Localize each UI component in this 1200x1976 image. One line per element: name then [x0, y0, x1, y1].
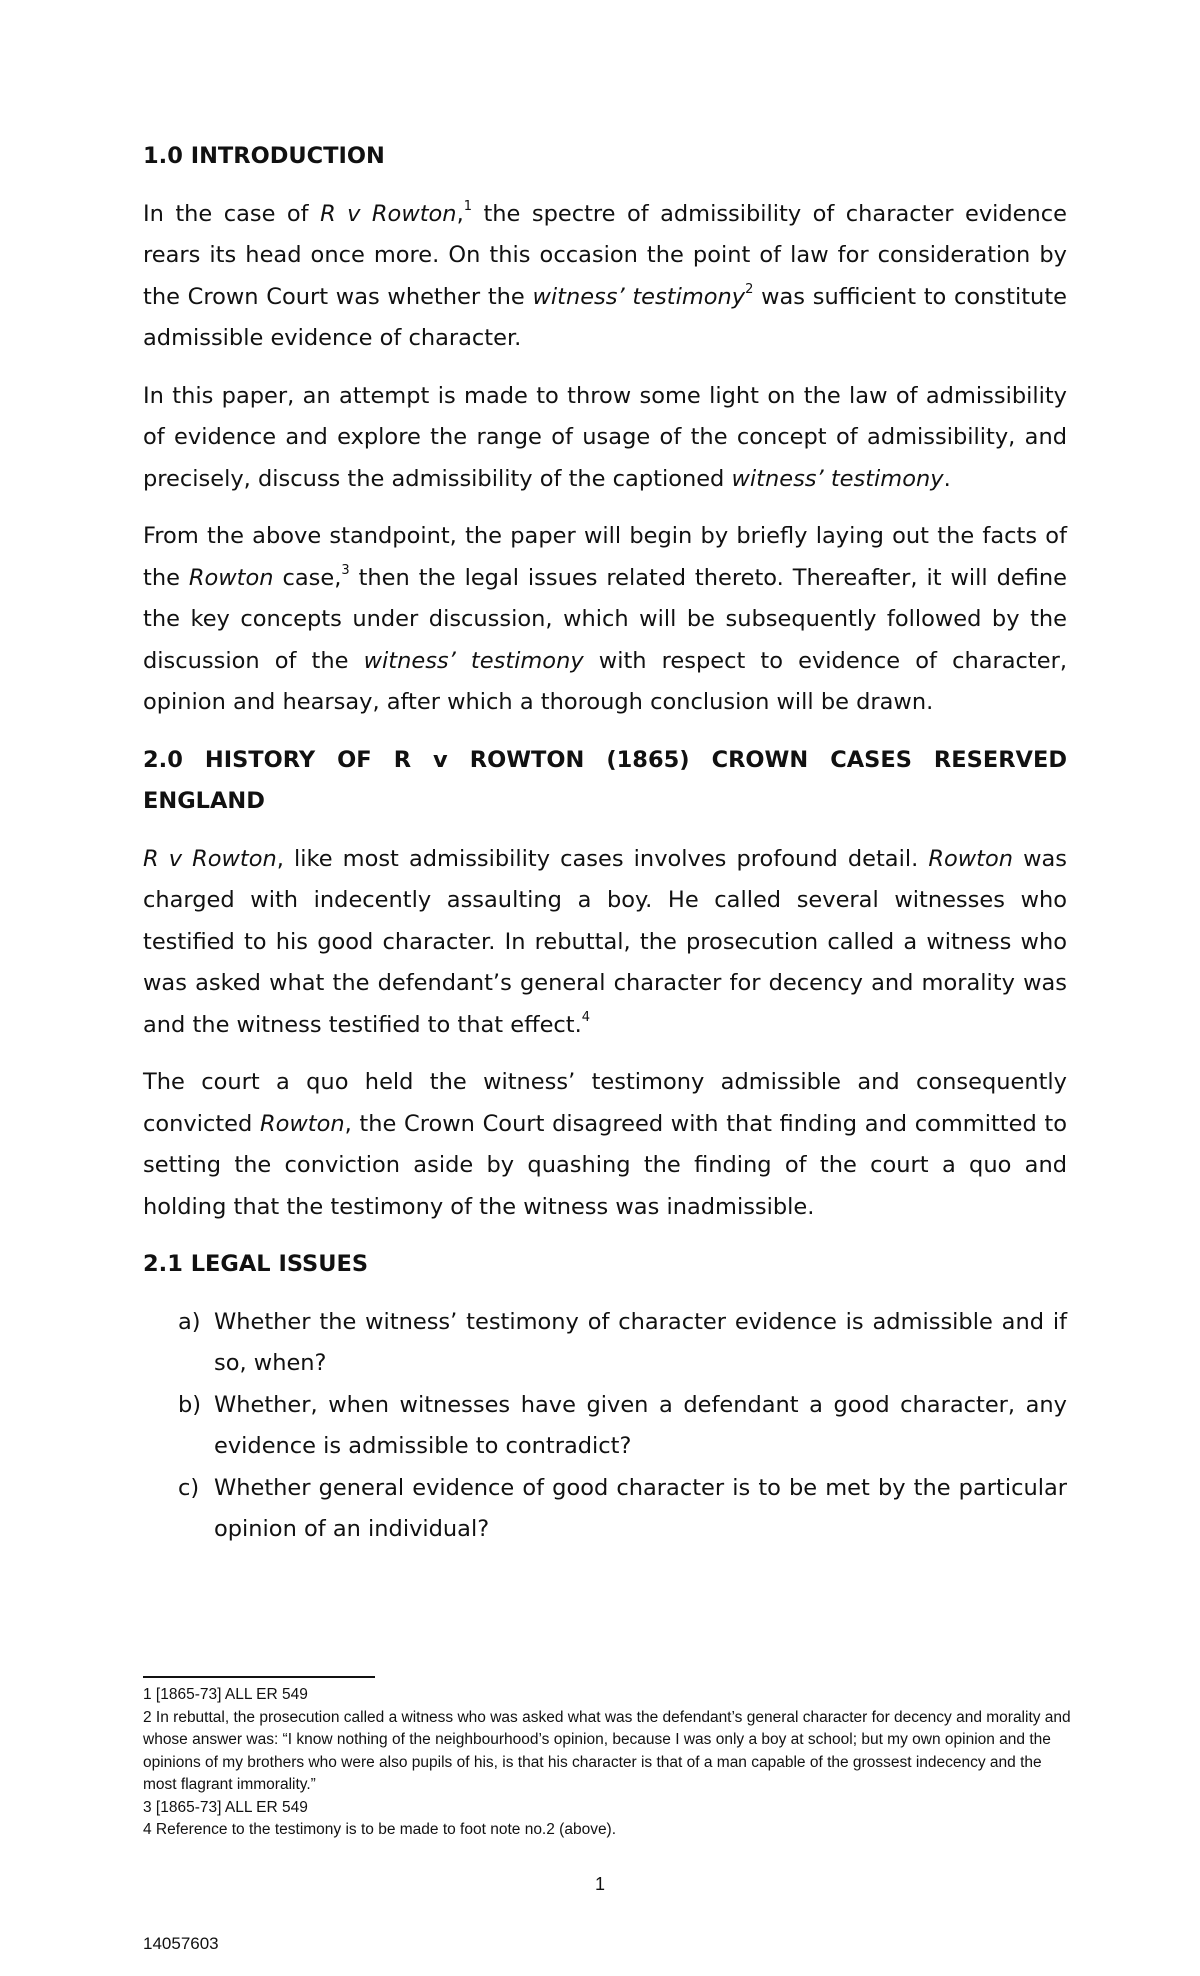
intro-paragraph-3: From the above standpoint, the paper will begin by briefly laying out the facts of the Rowton case,$^3$ then the legal issues related thereto. Thereafter, it will define the key concepts under discussion, which will be subsequently followed by the discussion of the witness’ testimony with respect to evidence of character, opinion and hearsay, after which a thorough conclusion will be drawn.	[143, 523, 1068, 715]
defendant-name: Rowton	[928, 845, 1013, 872]
section-heading-introduction: 1.0 INTRODUCTION	[143, 143, 385, 169]
case-name: Rowton	[188, 564, 274, 591]
list-item: c) Whether general evidence of good character is to be met by the particular opinion of an individual?	[143, 1468, 1067, 1551]
legal-issues-list	[143, 1302, 1067, 1551]
list-marker: c)	[178, 1474, 200, 1501]
history-paragraph-2: The court a quo held the witness’ testimony admissible and consequently convicted Rowton, the Crown Court disagreed with that finding and committed to setting the conviction aside by quashing the finding of the court a quo and holding that the testimony of the witness was inadmissible.	[143, 1069, 1067, 1220]
witness-testimony-term: witness’ testimony	[532, 283, 746, 310]
document-body	[143, 136, 1067, 1567]
witness-testimony-term: witness’ testimony	[731, 465, 944, 492]
intro-paragraph-2: In this paper, an attempt is made to throw some light on the law of admissibility of evidence and explore the range of usage of the concept of admissibility, and precisely, discuss the admissibility of the captioned witness’ testimony.	[143, 382, 1067, 492]
list-marker: a)	[178, 1308, 201, 1335]
footnote: 2 In rebuttal, the prosecution called a witness who was asked what was the defendant’s general character for decency and morality and whose answer was: “I know nothing of the neighbourhood’s opinion, because I was only a boy at school; but my own opinion and the opinions of my brothers who were also pupils of his, is that his character is that of a man capable of the grossest indecency and the most flagrant immorality.”	[143, 1708, 1071, 1793]
case-name: R v Rowton	[320, 200, 457, 227]
intro-paragraph-1: In the case of R v Rowton,$^1$ the spectre of admissibility of character evidence rears its head once more. On this occasion the point of law for consideration by the Crown Court was whether the witness’ testimony$^2$ was sufficient to constitute admissible evidence of character.	[143, 199, 1067, 351]
footnote: 1 [1865-73] ALL ER 549	[143, 1686, 308, 1703]
list-item: b) Whether, when witnesses have given a defendant a good character, any evidence is admissible to contradict?	[143, 1385, 1067, 1468]
defendant-name: Rowton	[259, 1110, 345, 1137]
footnote-ref: 4	[581, 1010, 591, 1025]
history-paragraph-1: R v Rowton, like most admissibility cases involves profound detail. Rowton was charged with indecently assaulting a boy. He called several witnesses who testified to his good character. In rebuttal, the prosecution called a witness who was asked what the defendant’s general character for decency and morality was and the witness testified to that effect.$^4$	[143, 845, 1067, 1038]
page-number: 1	[594, 1874, 605, 1894]
list-item: a) Whether the witness’ testimony of character evidence is admissible and if so, when?	[143, 1302, 1067, 1385]
section-heading-history: 2.0 HISTORY OF R v ROWTON (1865) CROWN CASES RESERVED ENGLAND	[143, 746, 1067, 814]
footnote-separator	[143, 1676, 375, 1678]
footnote-ref: 3	[341, 563, 350, 578]
footnote: 3 [1865-73] ALL ER 549	[143, 1798, 308, 1816]
list-marker: b)	[178, 1391, 202, 1418]
footnote: 4 Reference to the testimony is to be made to foot note no.2 (above).	[143, 1821, 617, 1838]
footnotes	[143, 1684, 1073, 1842]
footnote-ref: 2	[745, 282, 754, 297]
case-name: R v Rowton	[143, 845, 277, 872]
footnote-ref: 1	[463, 199, 473, 214]
witness-testimony-term: witness’ testimony	[363, 647, 584, 674]
section-heading-legal-issues: 2.1 LEGAL ISSUES	[143, 1251, 369, 1277]
document-id: 14057603	[143, 1934, 219, 1953]
